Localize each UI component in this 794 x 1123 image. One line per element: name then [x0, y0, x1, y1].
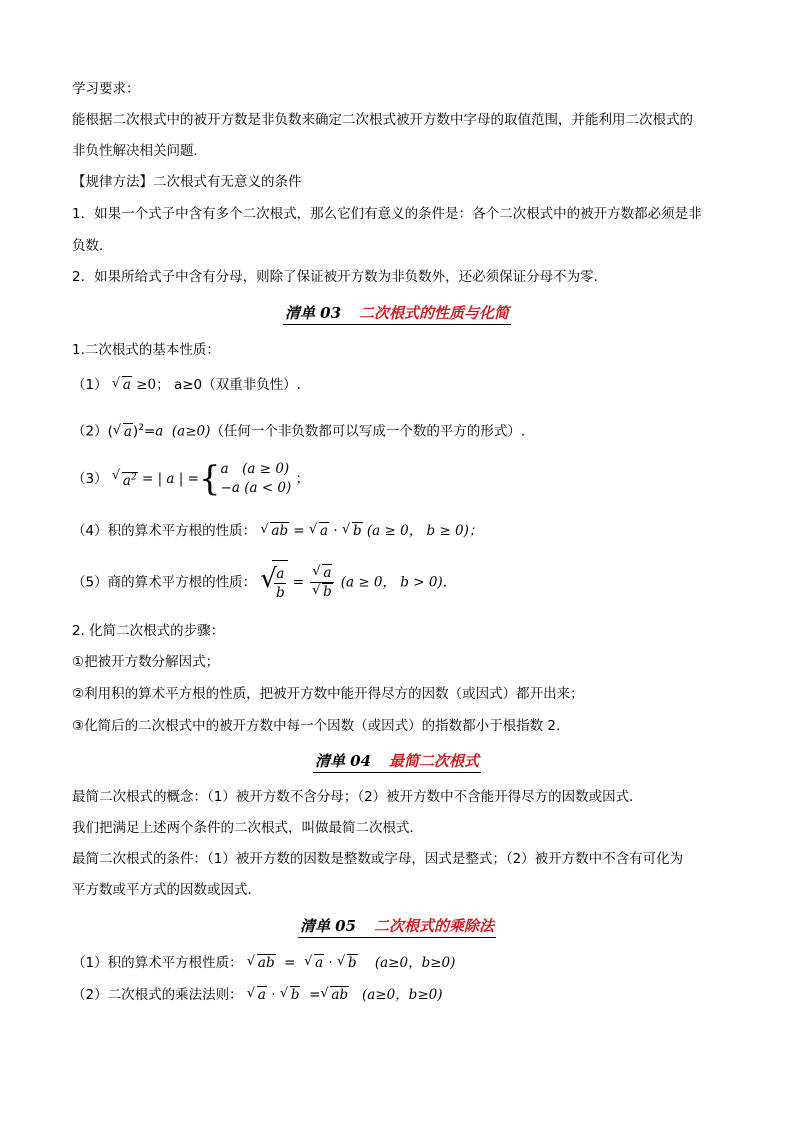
property-1: （1） √ a ≥0； a≥0（双重非负性）. — [72, 376, 301, 393]
method-item-2: 2．如果所给式子中含有分母，则除了保证被开方数为非负数外，还必须保证分母不为零． — [72, 269, 608, 285]
section-03-title: 二次根式的性质与化简 — [359, 304, 510, 322]
section-04-heading — [0, 751, 794, 773]
sqrt-a-expr: √ a — [111, 376, 131, 393]
property-2: （2）( √ a)$^2$=a (a≥0)（任何一个非负数都可以写成一个数的平方的形式）. — [72, 422, 526, 440]
piecewise-cases: a (a ≥ 0) −a (a < 0) — [220, 460, 292, 496]
sqrt-a-expr: √ a — [112, 422, 132, 440]
sqrt-fraction-expr: √ $\frac{a}{b}$ — [260, 560, 288, 605]
simplify-steps-title: 2. 化简二次根式的步骤： — [72, 623, 225, 639]
simplify-step-2: ②利用积的算术平方根的性质，把被开方数中能开得尽方的因数（或因式）都开出来； — [72, 686, 584, 702]
fraction-of-roots: √ a √ b — [310, 564, 334, 601]
simplify-step-1: ①把被开方数分解因式； — [72, 654, 220, 670]
property-5: （5）商的算术平方根的性质： √ $\frac{a}{b}$ = √ a √ b (a ≥ 0， b > 0). — [72, 560, 447, 605]
method-item-1-line-1: 1．如果一个式子中含有多个二次根式，那么它们有意义的条件是：各个二次根式中的被开方数都必须是非 — [72, 206, 702, 222]
basic-properties-title: 1.二次根式的基本性质： — [72, 342, 220, 358]
property-4: （4）积的算术平方根的性质： √ ab = √ a · √ b (a ≥ 0， b ≥ 0)； — [72, 522, 483, 539]
requirements-title: 学习要求： — [72, 81, 140, 97]
method-item-1-line-2: 负数． — [72, 238, 113, 254]
requirements-body-line-1: 能根据二次根式中的被开方数是非负数来确定二次根式被开方数中字母的取值范围，并能利用二次根式的 — [72, 112, 693, 128]
method-title: 【规律方法】二次根式有无意义的条件 — [72, 174, 302, 190]
simplest-root-conditions-line-1: 最简二次根式的条件：（1）被开方数的因数是整数或字母，因式是整式；（2）被开方数中不含有可化为 — [72, 851, 684, 867]
section-03-number: 清单 03 — [284, 304, 342, 322]
simplest-root-concept: 最简二次根式的概念：（1）被开方数不含分母；（2）被开方数中不含能开得尽方的因数或因式． — [72, 789, 643, 805]
section-03-heading — [0, 303, 794, 325]
section-04-number: 清单 04 — [314, 752, 372, 770]
section-04-title: 最简二次根式 — [389, 752, 480, 770]
section-05-number: 清单 05 — [299, 917, 357, 935]
simplest-root-definition: 我们把满足上述两个条件的二次根式，叫做最简二次根式． — [72, 820, 423, 836]
simplest-root-conditions-line-2: 平方数或平方式的因数或因式． — [72, 882, 261, 898]
product-root-property: （1）积的算术平方根性质： √ ab = √ a · √ b (a≥0，b≥0) — [72, 954, 456, 971]
root-multiplication-rule: （2）二次根式的乘法法则： √ a · √ b = √ ab (a≥0，b≥0) — [72, 986, 443, 1003]
sqrt-a-squared-expr: √ $a^2$ — [111, 468, 137, 489]
section-05-heading — [0, 916, 794, 938]
simplify-step-3: ③化简后的二次根式中的被开方数中每一个因数（或因式）的指数都小于根指数 2. — [72, 718, 561, 734]
requirements-body-line-2: 非负性解决相关问题． — [72, 143, 207, 159]
section-05-title: 二次根式的乘除法 — [374, 917, 495, 935]
sqrt-ab-expr: √ ab — [260, 522, 289, 539]
property-3: （3） √ $a^2$ = | a | ={ a (a ≥ 0) −a (a < 0) ； — [72, 458, 310, 499]
